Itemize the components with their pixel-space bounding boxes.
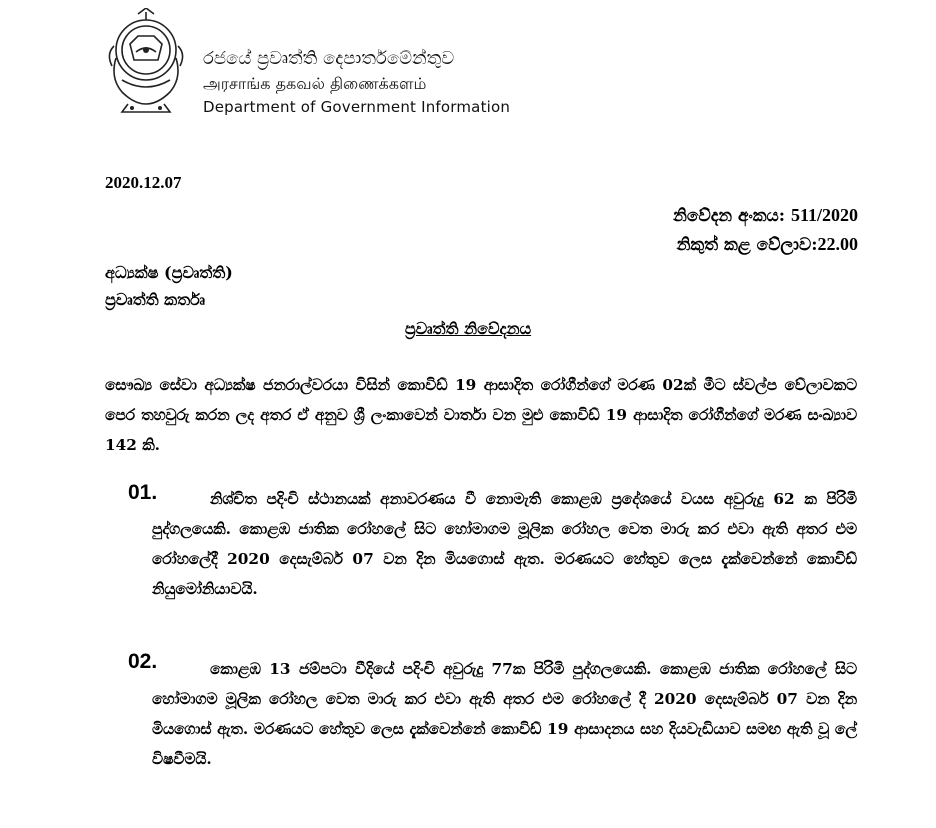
item-text: කොළඹ 13 ජම්පටා වීදියේ පදිංචි අවුරුදු 77ක පිරිමි පුද්ගලයෙකි. කොළඹ ජාතික රෝහලේ සිට හෝමාගම මූලික රෝහල වෙත මාරු කර එවා ඇති අතර එම රෝහලේ දී 2020 දෙසැම්බර් 07 වන දින මියගොස් ඇත. මරණයට හේතුව ලෙස දැක්වෙන්නේ කොවිඩ් 19 ආසාදනය සහ දියවැඩියාව සමඟ ඇති වූ ලේ විෂවීමයි. [152,660,857,768]
release-date: 2020.12.07 [105,173,182,192]
item-text: නිශ්චිත පදිංචි ස්ථානයක් අනාවරණය වී නොමැති කොළඹ ප්‍රදේශයේ වයස අවුරුදු 62 ක පිරිමි පුද්ගලයෙකි. කොළඹ ජාතික රෝහලේ සිට හෝමාගම මූලික රෝහල වෙත මාරු කර එවා ඇති අතර එම රෝහලේදී 2020 දෙසැම්බර් 07 වන දින මියගොස් ඇත. මරණයට හේතුව ලෙස දැක්වෙන්නේ කොවිඩ් නියුමෝනියාවයි. [152,490,857,598]
department-name-sinhala: රජයේ ප්‍රවෘත්ති දෙපාර්තමේන්තුව [203,48,455,69]
intro-paragraph: සෞඛ්‍ය සේවා අධ්‍යක්ෂ ජනරාල්වරයා විසින් කොවිඩ් 19 ආසාදිත රෝගීන්ගේ මරණ 02ක් මීට ස්වල්ප වේලාවකට පෙර තහවුරු කරන ලද අතර ඒ අනුව ශ්‍රී ලංකාවෙන් වාර්තා වන මුළු කොවිඩ් 19 ආසාදිත රෝගීන්ගේ මරණ සංඛ්‍යාව 142 කි. [105,376,857,454]
release-time: 22.00 [817,234,858,254]
item-paragraph [152,484,857,604]
director-title: ප්‍රවෘත්ති කර්තෘ [105,290,206,309]
sri-lanka-emblem-icon [100,8,192,118]
item-number: 02. [128,650,158,673]
department-name-tamil: அரசாங்க தகவல் திணைக்களம் [203,74,427,93]
department-name-english: Department of Government Information [203,98,511,116]
item-number: 01. [128,481,158,504]
release-number-line [673,205,858,226]
release-number: 511/2020 [790,205,858,225]
release-time-line [677,234,858,255]
director-name: අධ්‍යක්ෂ (ප්‍රවෘත්ති) [105,263,233,282]
release-number-label: නිවේදන අංකය: [673,206,791,226]
item-paragraph [152,654,857,774]
document-heading: ප්‍රවෘත්ති නිවේදනය [404,319,532,338]
release-time-label: නිකුත් කළ වේලාව: [676,235,818,255]
